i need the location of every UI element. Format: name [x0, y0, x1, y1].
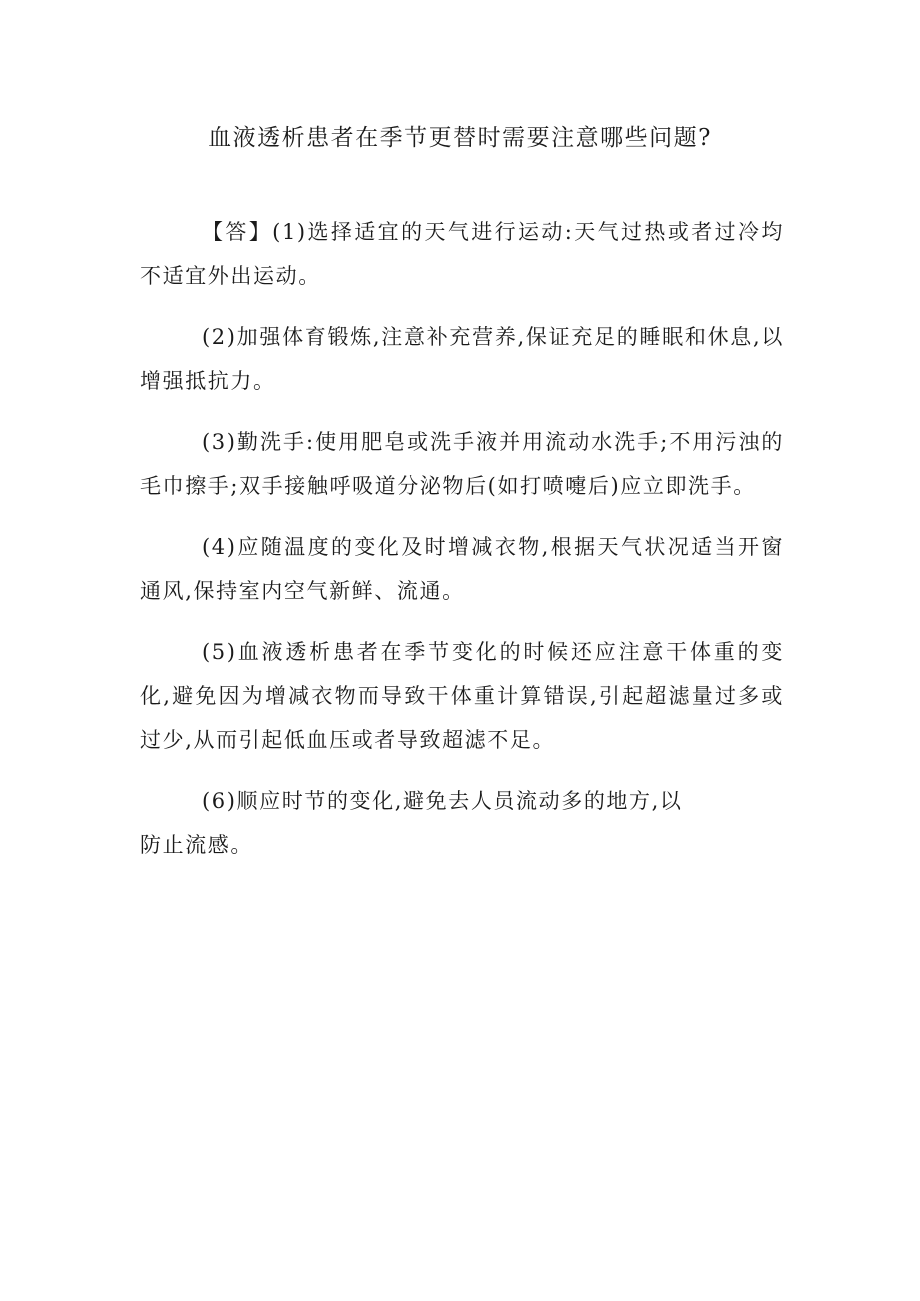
answer-paragraph-3: (3)勤洗手:使用肥皂或洗手液并用流动水洗手;不用污浊的毛巾擦手;双手接触呼吸道分泌物后(如打喷嚏后)应立即洗手。 [140, 430, 784, 498]
answer-paragraph-1: 【答】(1)选择适宜的天气进行运动:天气过热或者过冷均不适宜外出运动。 [140, 220, 784, 288]
answer-paragraph-6-continuation: 防止流感。 [140, 833, 253, 857]
answer-paragraph-4: (4)应随温度的变化及时增减衣物,根据天气状况适当开窗通风,保持室内空气新鲜、流通。 [140, 535, 784, 603]
document-body [140, 210, 784, 884]
answer-paragraph-5: (5)血液透析患者在季节变化的时候还应注意干体重的变化,避免因为增减衣物而导致干体重计算错误,引起超滤量过多或过少,从而引起低血压或者导致超滤不足。 [140, 640, 784, 752]
document-title: 血液透析患者在季节更替时需要注意哪些问题? [208, 125, 712, 151]
answer-paragraph-2: (2)加强体育锻炼,注意补充营养,保证充足的睡眠和休息,以增强抵抗力。 [140, 325, 784, 393]
answer-paragraph-6: (6)顺应时节的变化,避免去人员流动多的地方,以 [202, 789, 683, 813]
